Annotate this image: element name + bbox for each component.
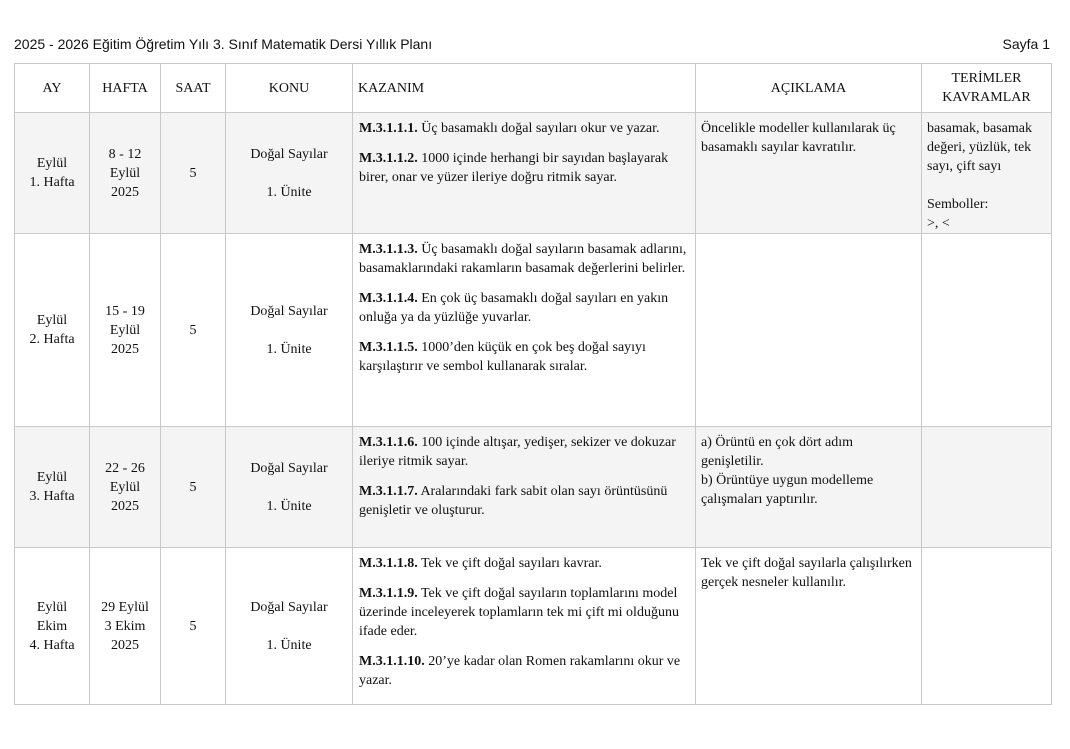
outcome-item (359, 482, 689, 520)
week-label: 4. Hafta (29, 637, 75, 653)
outcome-code: M.3.1.1.7. (359, 484, 418, 499)
outcome-text: Tek ve çift doğal sayıların toplamlarını model üzerinde inceleyerek toplamların tek mi çift mi olduğunu ifade eder. (359, 586, 679, 639)
topic-label: Doğal Sayılar (250, 460, 328, 476)
outcome-item (359, 240, 689, 278)
column-header-terimler-line1: TERİMLER (951, 71, 1022, 86)
cell-terimler (922, 113, 1052, 234)
terms-text: basamak, basamak değeri, yüzlük, tek sayı, çift sayı Semboller: >, < (927, 121, 1032, 231)
cell-saat: 5 (161, 113, 226, 234)
outcome-item (359, 119, 689, 138)
outcome-code: M.3.1.1.8. (359, 556, 418, 571)
cell-aciklama (696, 234, 922, 427)
topic-label: Doğal Sayılar (250, 599, 328, 615)
cell-terimler (922, 234, 1052, 427)
table-row (15, 548, 1052, 705)
outcome-code: M.3.1.1.3. (359, 242, 418, 257)
outcome-item (359, 338, 689, 376)
topic-label: Doğal Sayılar (250, 146, 328, 162)
unit-label: 1. Ünite (266, 184, 312, 200)
topic-label: Doğal Sayılar (250, 303, 328, 319)
outcome-item (359, 433, 689, 471)
explanation-text: a) Örüntü en çok dört adım genişletilir. b) Örüntüye uygun modelleme çalışmaları yaptırılır. (701, 435, 874, 507)
cell-kazanim (353, 427, 696, 548)
cell-ay (15, 113, 90, 234)
cell-terimler (922, 548, 1052, 705)
outcome-text: Üç basamaklı doğal sayıları okur ve yazar. (417, 121, 660, 136)
date-year: 2025 (111, 184, 139, 200)
month-label: Ekim (36, 618, 68, 634)
date-month: Eylül (109, 322, 141, 338)
cell-kazanim (353, 234, 696, 427)
cell-hafta (90, 548, 161, 705)
cell-kazanim (353, 548, 696, 705)
date-year: 2025 (111, 341, 139, 357)
outcome-code: M.3.1.1.2. (359, 151, 418, 166)
week-label: 1. Hafta (29, 175, 75, 190)
outcome-text: En çok üç basamaklı doğal sayıları en yakın onluğa ya da yüzlüğe yuvarlar. (359, 291, 669, 325)
cell-hafta (90, 234, 161, 427)
cell-terimler (922, 427, 1052, 548)
date-month: Eylül (109, 479, 141, 495)
month-label: Eylül (36, 599, 68, 615)
outcome-text: 20’ye kadar olan Romen rakamlarını okur ve yazar. (359, 654, 681, 688)
cell-kazanim (353, 113, 696, 234)
cell-konu (226, 113, 353, 234)
week-label: 3. Hafta (29, 489, 75, 504)
unit-label: 1. Ünite (266, 498, 312, 514)
outcome-code: M.3.1.1.4. (359, 291, 418, 306)
cell-konu (226, 548, 353, 705)
document-title: 2025 - 2026 Eğitim Öğretim Yılı 3. Sınıf Matematik Dersi Yıllık Planı (14, 36, 433, 52)
cell-hafta (90, 113, 161, 234)
date-range: 22 - 26 (105, 460, 145, 476)
outcome-item (359, 289, 689, 327)
cell-saat: 5 (161, 548, 226, 705)
unit-label: 1. Ünite (266, 637, 312, 653)
column-header-kazanim: KAZANIM (353, 64, 696, 113)
column-header-konu: KONU (226, 64, 353, 113)
column-header-terimler-line2: KAVRAMLAR (942, 90, 1031, 105)
date-range: 15 - 19 (105, 303, 145, 319)
outcome-text: 1000’den küçük en çok beş doğal sayıyı karşılaştırır ve sembol kullanarak sıralar. (359, 340, 646, 374)
date-range: 29 Eylül (101, 599, 149, 615)
cell-ay (15, 427, 90, 548)
page-number: Sayfa 1 (1002, 36, 1050, 52)
table-row (15, 113, 1052, 234)
table-row (15, 234, 1052, 427)
outcome-item (359, 149, 689, 187)
outcome-code: M.3.1.1.5. (359, 340, 418, 355)
cell-aciklama (696, 548, 922, 705)
cell-aciklama (696, 427, 922, 548)
outcome-code: M.3.1.1.1. (359, 121, 418, 136)
outcome-text: Üç basamaklı doğal sayıların basamak adlarını, basamaklarındaki rakamların basamak değerlerini belirler. (359, 242, 687, 276)
column-header-ay: AY (15, 64, 90, 113)
cell-saat: 5 (161, 427, 226, 548)
month-label: Eylül (36, 156, 68, 171)
month-label: Eylül (36, 470, 68, 485)
month-label: Eylül (36, 313, 68, 328)
page-header (14, 36, 1050, 56)
outcome-item (359, 584, 689, 641)
column-header-saat: SAAT (161, 64, 226, 113)
date-range: 8 - 12 (108, 146, 142, 162)
week-label: 2. Hafta (29, 332, 75, 347)
outcome-text: 100 içinde altışar, yedişer, sekizer ve dokuzar ileriye ritmik sayar. (359, 435, 676, 469)
outcome-code: M.3.1.1.10. (359, 654, 425, 669)
outcome-item (359, 652, 689, 690)
cell-konu (226, 427, 353, 548)
date-year: 2025 (111, 498, 139, 514)
cell-ay (15, 548, 90, 705)
date-month: 3 Ekim (104, 618, 146, 634)
table-header-row (15, 64, 1052, 113)
column-header-aciklama: AÇIKLAMA (696, 64, 922, 113)
outcome-text: Tek ve çift doğal sayıları kavrar. (417, 556, 602, 571)
cell-saat: 5 (161, 234, 226, 427)
annual-plan-table (14, 63, 1052, 705)
column-header-hafta: HAFTA (90, 64, 161, 113)
date-year: 2025 (111, 637, 139, 653)
explanation-text: Öncelikle modeller kullanılarak üç basamaklı sayılar kavratılır. (701, 121, 896, 155)
cell-konu (226, 234, 353, 427)
outcome-text: Aralarındaki fark sabit olan sayı örüntüsünü genişletir ve oluşturur. (359, 484, 668, 518)
explanation-text: Tek ve çift doğal sayılarla çalışılırken gerçek nesneler kullanılır. (701, 556, 912, 590)
unit-label: 1. Ünite (266, 341, 312, 357)
outcome-code: M.3.1.1.6. (359, 435, 418, 450)
outcome-code: M.3.1.1.9. (359, 586, 418, 601)
column-header-terimler (922, 64, 1052, 113)
outcome-text: 1000 içinde herhangi bir sayıdan başlayarak birer, onar ve yüzer ileriye doğru ritmik sayar. (359, 151, 669, 185)
date-month: Eylül (109, 165, 141, 181)
cell-hafta (90, 427, 161, 548)
table-row (15, 427, 1052, 548)
cell-ay (15, 234, 90, 427)
cell-aciklama (696, 113, 922, 234)
outcome-item (359, 554, 689, 573)
